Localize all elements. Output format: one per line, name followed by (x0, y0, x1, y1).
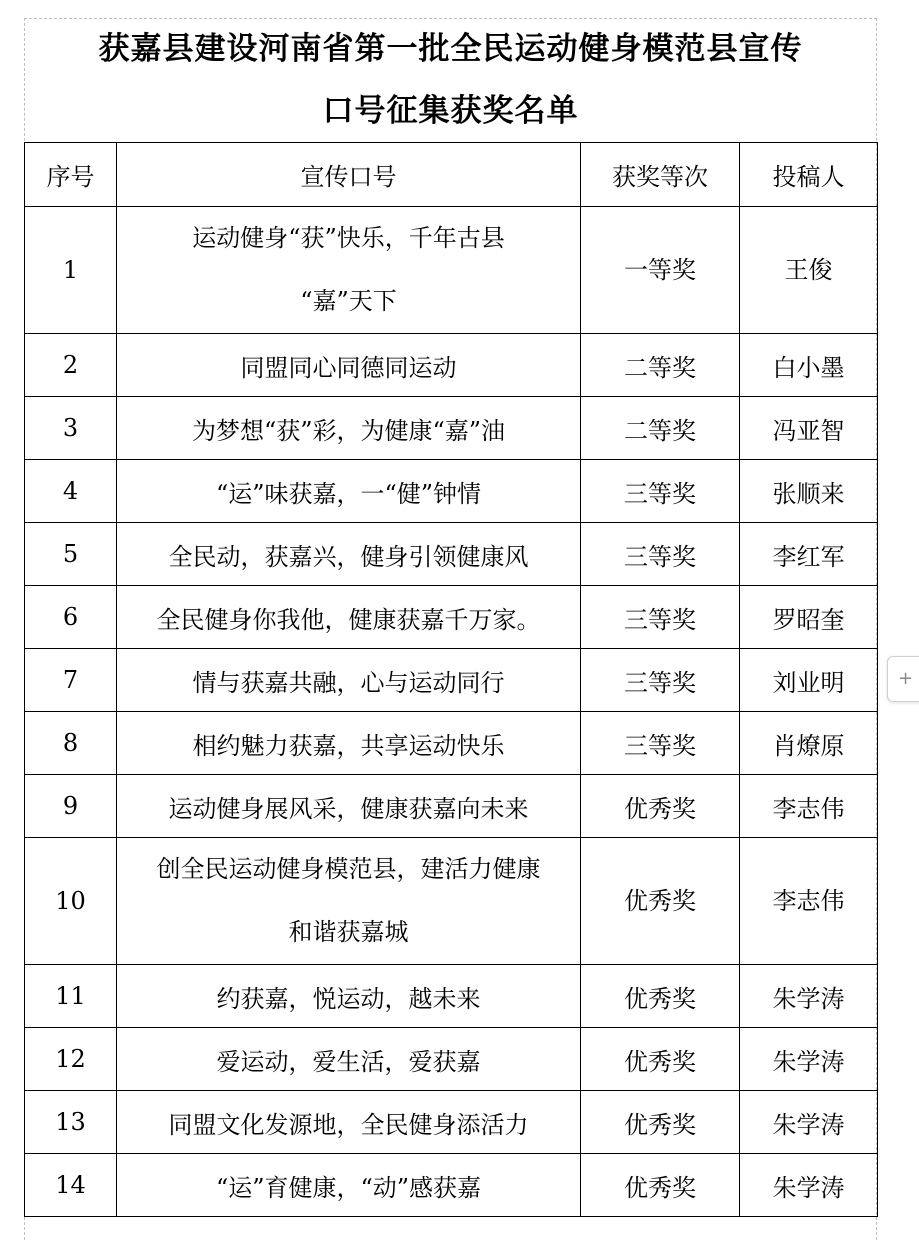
cell-number: 7 (25, 649, 117, 712)
cell-number: 2 (25, 334, 117, 397)
cell-award: 一等奖 (581, 207, 740, 334)
table-row (25, 1028, 878, 1091)
table-row (25, 775, 878, 838)
cell-number: 13 (25, 1091, 117, 1154)
cell-author: 李志伟 (740, 775, 878, 838)
cell-slogan: 运动健身展风采，健康获嘉向未来 (117, 775, 581, 838)
cell-award: 优秀奖 (581, 775, 740, 838)
cell-author: 朱学涛 (740, 1154, 878, 1217)
table-row (25, 838, 878, 965)
cell-award: 优秀奖 (581, 1028, 740, 1091)
cell-award: 三等奖 (581, 460, 740, 523)
document-title: 获嘉县建设河南省第一批全民运动健身模范县宣传 口号征集获奖名单 (98, 31, 803, 129)
cell-number: 3 (25, 397, 117, 460)
cell-number: 12 (25, 1028, 117, 1091)
table-row (25, 523, 878, 586)
table-row (25, 586, 878, 649)
cell-author: 罗昭奎 (740, 586, 878, 649)
add-button[interactable] (887, 656, 919, 702)
cell-slogan: 相约魅力获嘉，共享运动快乐 (117, 712, 581, 775)
cell-author: 肖燎原 (740, 712, 878, 775)
cell-author: 朱学涛 (740, 1028, 878, 1091)
table-row (25, 207, 878, 334)
table-row (25, 965, 878, 1028)
cell-award: 二等奖 (581, 334, 740, 397)
cell-award: 三等奖 (581, 523, 740, 586)
cell-slogan: 全民动，获嘉兴，健身引领健康风 (117, 523, 581, 586)
cell-author: 李志伟 (740, 838, 878, 965)
cell-number: 6 (25, 586, 117, 649)
table-row (25, 1154, 878, 1217)
cell-number: 4 (25, 460, 117, 523)
cell-number: 14 (25, 1154, 117, 1217)
plus-icon: + (898, 668, 914, 689)
cell-number: 11 (25, 965, 117, 1028)
header-award: 获奖等次 (581, 143, 740, 207)
cell-author: 白小墨 (740, 334, 878, 397)
cell-author: 冯亚智 (740, 397, 878, 460)
table-row (25, 649, 878, 712)
cell-number: 1 (25, 207, 117, 334)
cell-slogan: 运动健身“获”快乐，千年古县 “嘉”天下 (117, 207, 581, 334)
cell-slogan: 全民健身你我他，健康获嘉千万家。 (117, 586, 581, 649)
cell-slogan: 爱运动，爱生活，爱获嘉 (117, 1028, 581, 1091)
cell-slogan: 创全民运动健身模范县，建活力健康 和谐获嘉城 (117, 838, 581, 965)
cell-award: 三等奖 (581, 586, 740, 649)
cell-award: 优秀奖 (581, 1154, 740, 1217)
cell-author: 刘业明 (740, 649, 878, 712)
cell-author: 张顺来 (740, 460, 878, 523)
cell-number: 5 (25, 523, 117, 586)
cell-number: 9 (25, 775, 117, 838)
cell-award: 二等奖 (581, 397, 740, 460)
cell-slogan: 同盟文化发源地，全民健身添活力 (117, 1091, 581, 1154)
cell-award: 三等奖 (581, 712, 740, 775)
table-row (25, 1091, 878, 1154)
cell-author: 王俊 (740, 207, 878, 334)
cell-author: 朱学涛 (740, 1091, 878, 1154)
header-slogan: 宣传口号 (117, 143, 581, 207)
table-row (25, 397, 878, 460)
cell-slogan: 约获嘉，悦运动，越未来 (117, 965, 581, 1028)
cell-slogan: 为梦想“获”彩，为健康“嘉”油 (117, 397, 581, 460)
cell-slogan: 同盟同心同德同运动 (117, 334, 581, 397)
cell-award: 三等奖 (581, 649, 740, 712)
cell-slogan: “运”味获嘉，一“健”钟情 (117, 460, 581, 523)
header-number: 序号 (25, 143, 117, 207)
table-row (25, 460, 878, 523)
cell-award: 优秀奖 (581, 965, 740, 1028)
cell-number: 10 (25, 838, 117, 965)
table-header-row (25, 143, 878, 207)
table-row (25, 334, 878, 397)
header-author: 投稿人 (740, 143, 878, 207)
cell-author: 李红军 (740, 523, 878, 586)
cell-award: 优秀奖 (581, 1091, 740, 1154)
cell-award: 优秀奖 (581, 838, 740, 965)
cell-number: 8 (25, 712, 117, 775)
cell-slogan: 情与获嘉共融，心与运动同行 (117, 649, 581, 712)
table-row (25, 712, 878, 775)
cell-slogan: “运”育健康，“动”感获嘉 (117, 1154, 581, 1217)
cell-author: 朱学涛 (740, 965, 878, 1028)
awards-table (24, 142, 878, 1217)
